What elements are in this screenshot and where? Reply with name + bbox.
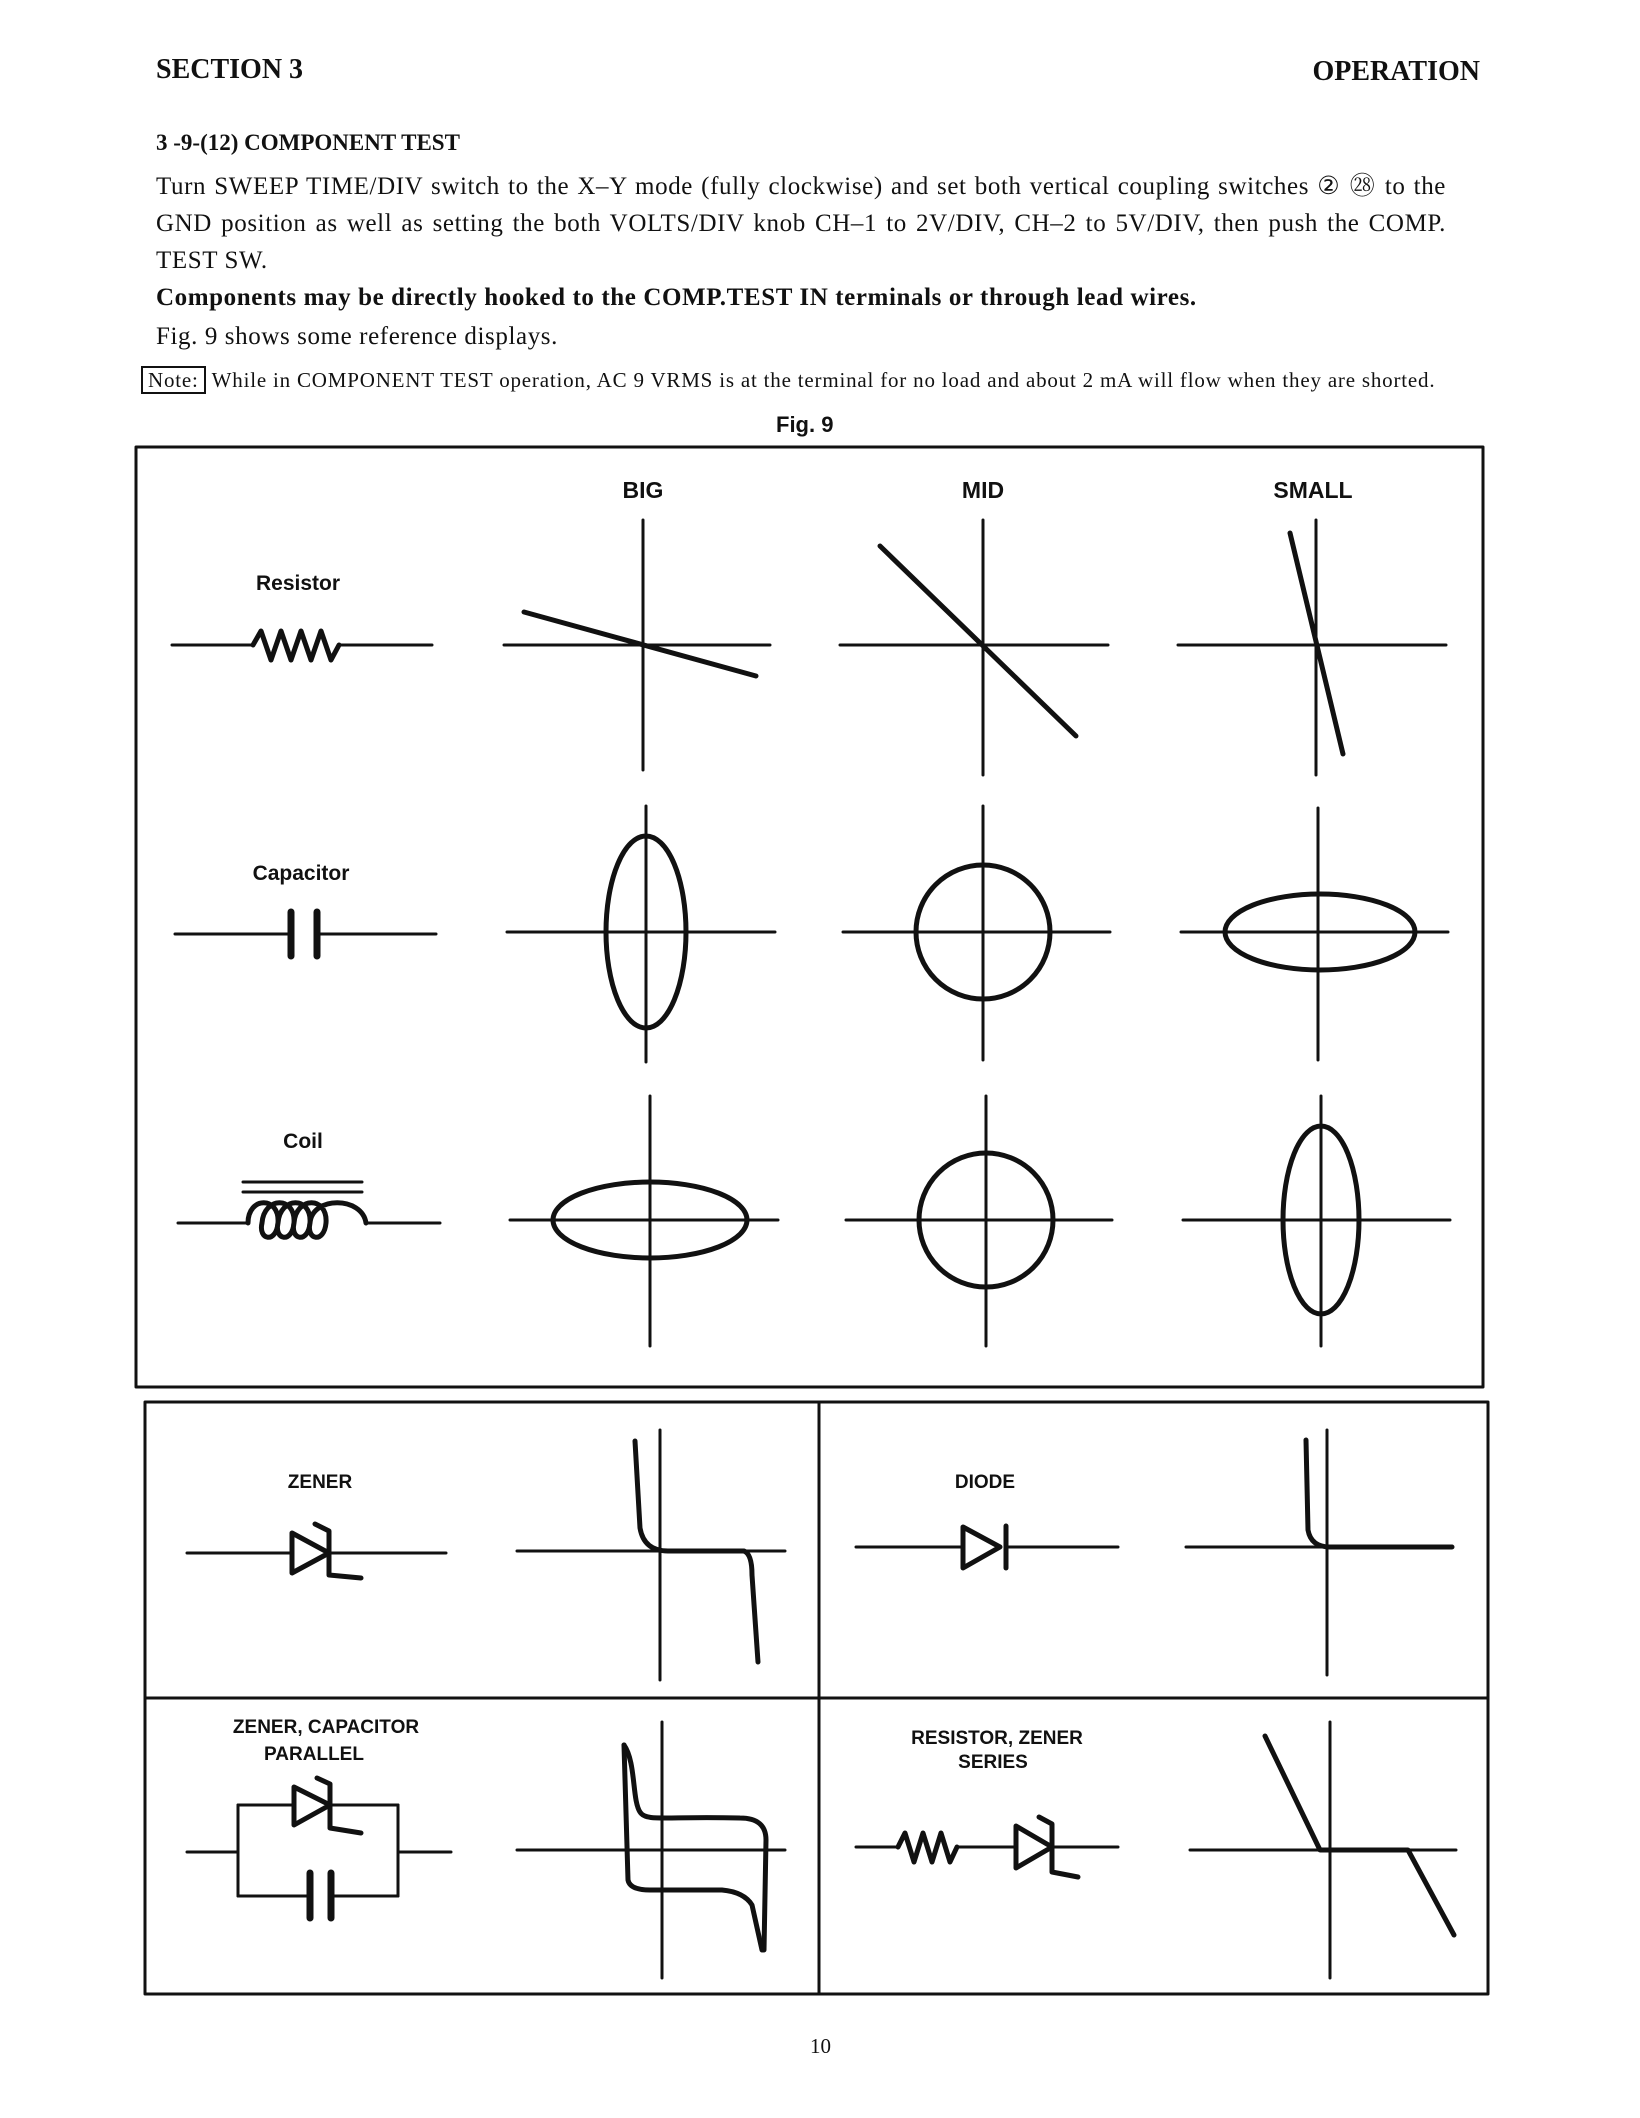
column-header-mid: MID: [961, 477, 1005, 503]
diode-symbol: [856, 1526, 1118, 1568]
row-label-capacitor: Capacitor: [252, 862, 350, 885]
trace-coil-big: [510, 1096, 778, 1346]
label-series: SERIES: [958, 1752, 1028, 1773]
figure-caption: Fig. 9: [776, 412, 834, 437]
trace-capacitor-small: [1181, 808, 1448, 1060]
note-text: While in COMPONENT TEST operation, AC 9 VRMS is at the terminal for no load and about 2 mA will flow when they are shorted.: [211, 368, 1436, 392]
section-heading: 3 -9-(12) COMPONENT TEST: [156, 130, 460, 155]
note-label: Note:: [141, 366, 206, 394]
hookup-paragraph: Components may be directly hooked to the COMP.TEST IN terminals or through lead wires.: [156, 284, 1197, 311]
label-zener: ZENER: [287, 1472, 353, 1493]
row-label-coil: Coil: [283, 1130, 323, 1153]
coil-symbol: [178, 1182, 440, 1237]
section-label: SECTION 3: [156, 54, 304, 85]
trace-resistor-mid: [840, 520, 1108, 775]
trace-capacitor-big: [507, 806, 775, 1062]
trace-resistor-zener-series: [1190, 1722, 1456, 1978]
label-diode: DIODE: [954, 1472, 1016, 1493]
resistor-symbol: [172, 631, 432, 660]
resistor-zener-series-symbol: [856, 1817, 1118, 1877]
column-header-small: SMALL: [1273, 477, 1353, 503]
trace-capacitor-mid: [843, 806, 1110, 1060]
trace-zener-capacitor-parallel: [517, 1722, 785, 1978]
zener-symbol: [187, 1524, 446, 1578]
chapter-title: OPERATION: [1312, 56, 1480, 87]
trace-resistor-big: [504, 520, 770, 770]
trace-coil-small: [1183, 1096, 1450, 1346]
trace-diode: [1186, 1430, 1452, 1675]
trace-resistor-small: [1178, 520, 1446, 775]
label-resistor-zener: RESISTOR, ZENER: [911, 1728, 1083, 1749]
zener-capacitor-parallel-symbol: [187, 1778, 451, 1918]
column-header-big: BIG: [622, 477, 664, 503]
label-zener-capacitor: ZENER, CAPACITOR: [232, 1717, 420, 1738]
trace-coil-mid: [846, 1096, 1112, 1346]
trace-zener: [517, 1430, 785, 1680]
capacitor-symbol: [175, 912, 436, 956]
instructions-paragraph: Turn SWEEP TIME/DIV switch to the X–Y mode (fully clockwise) and set both vertical coupling switches ② ㉘ to the GND position as well as setting the both VOLTS/DIV knob CH–1 to 2V/DIV, CH–2 to 5V/DIV, then push the COMP. TEST SW.: [156, 173, 1446, 274]
page-number: 10: [810, 2034, 831, 2058]
label-parallel: PARALLEL: [264, 1744, 364, 1765]
row-label-resistor: Resistor: [255, 572, 341, 595]
reference-paragraph: Fig. 9 shows some reference displays.: [156, 323, 558, 350]
